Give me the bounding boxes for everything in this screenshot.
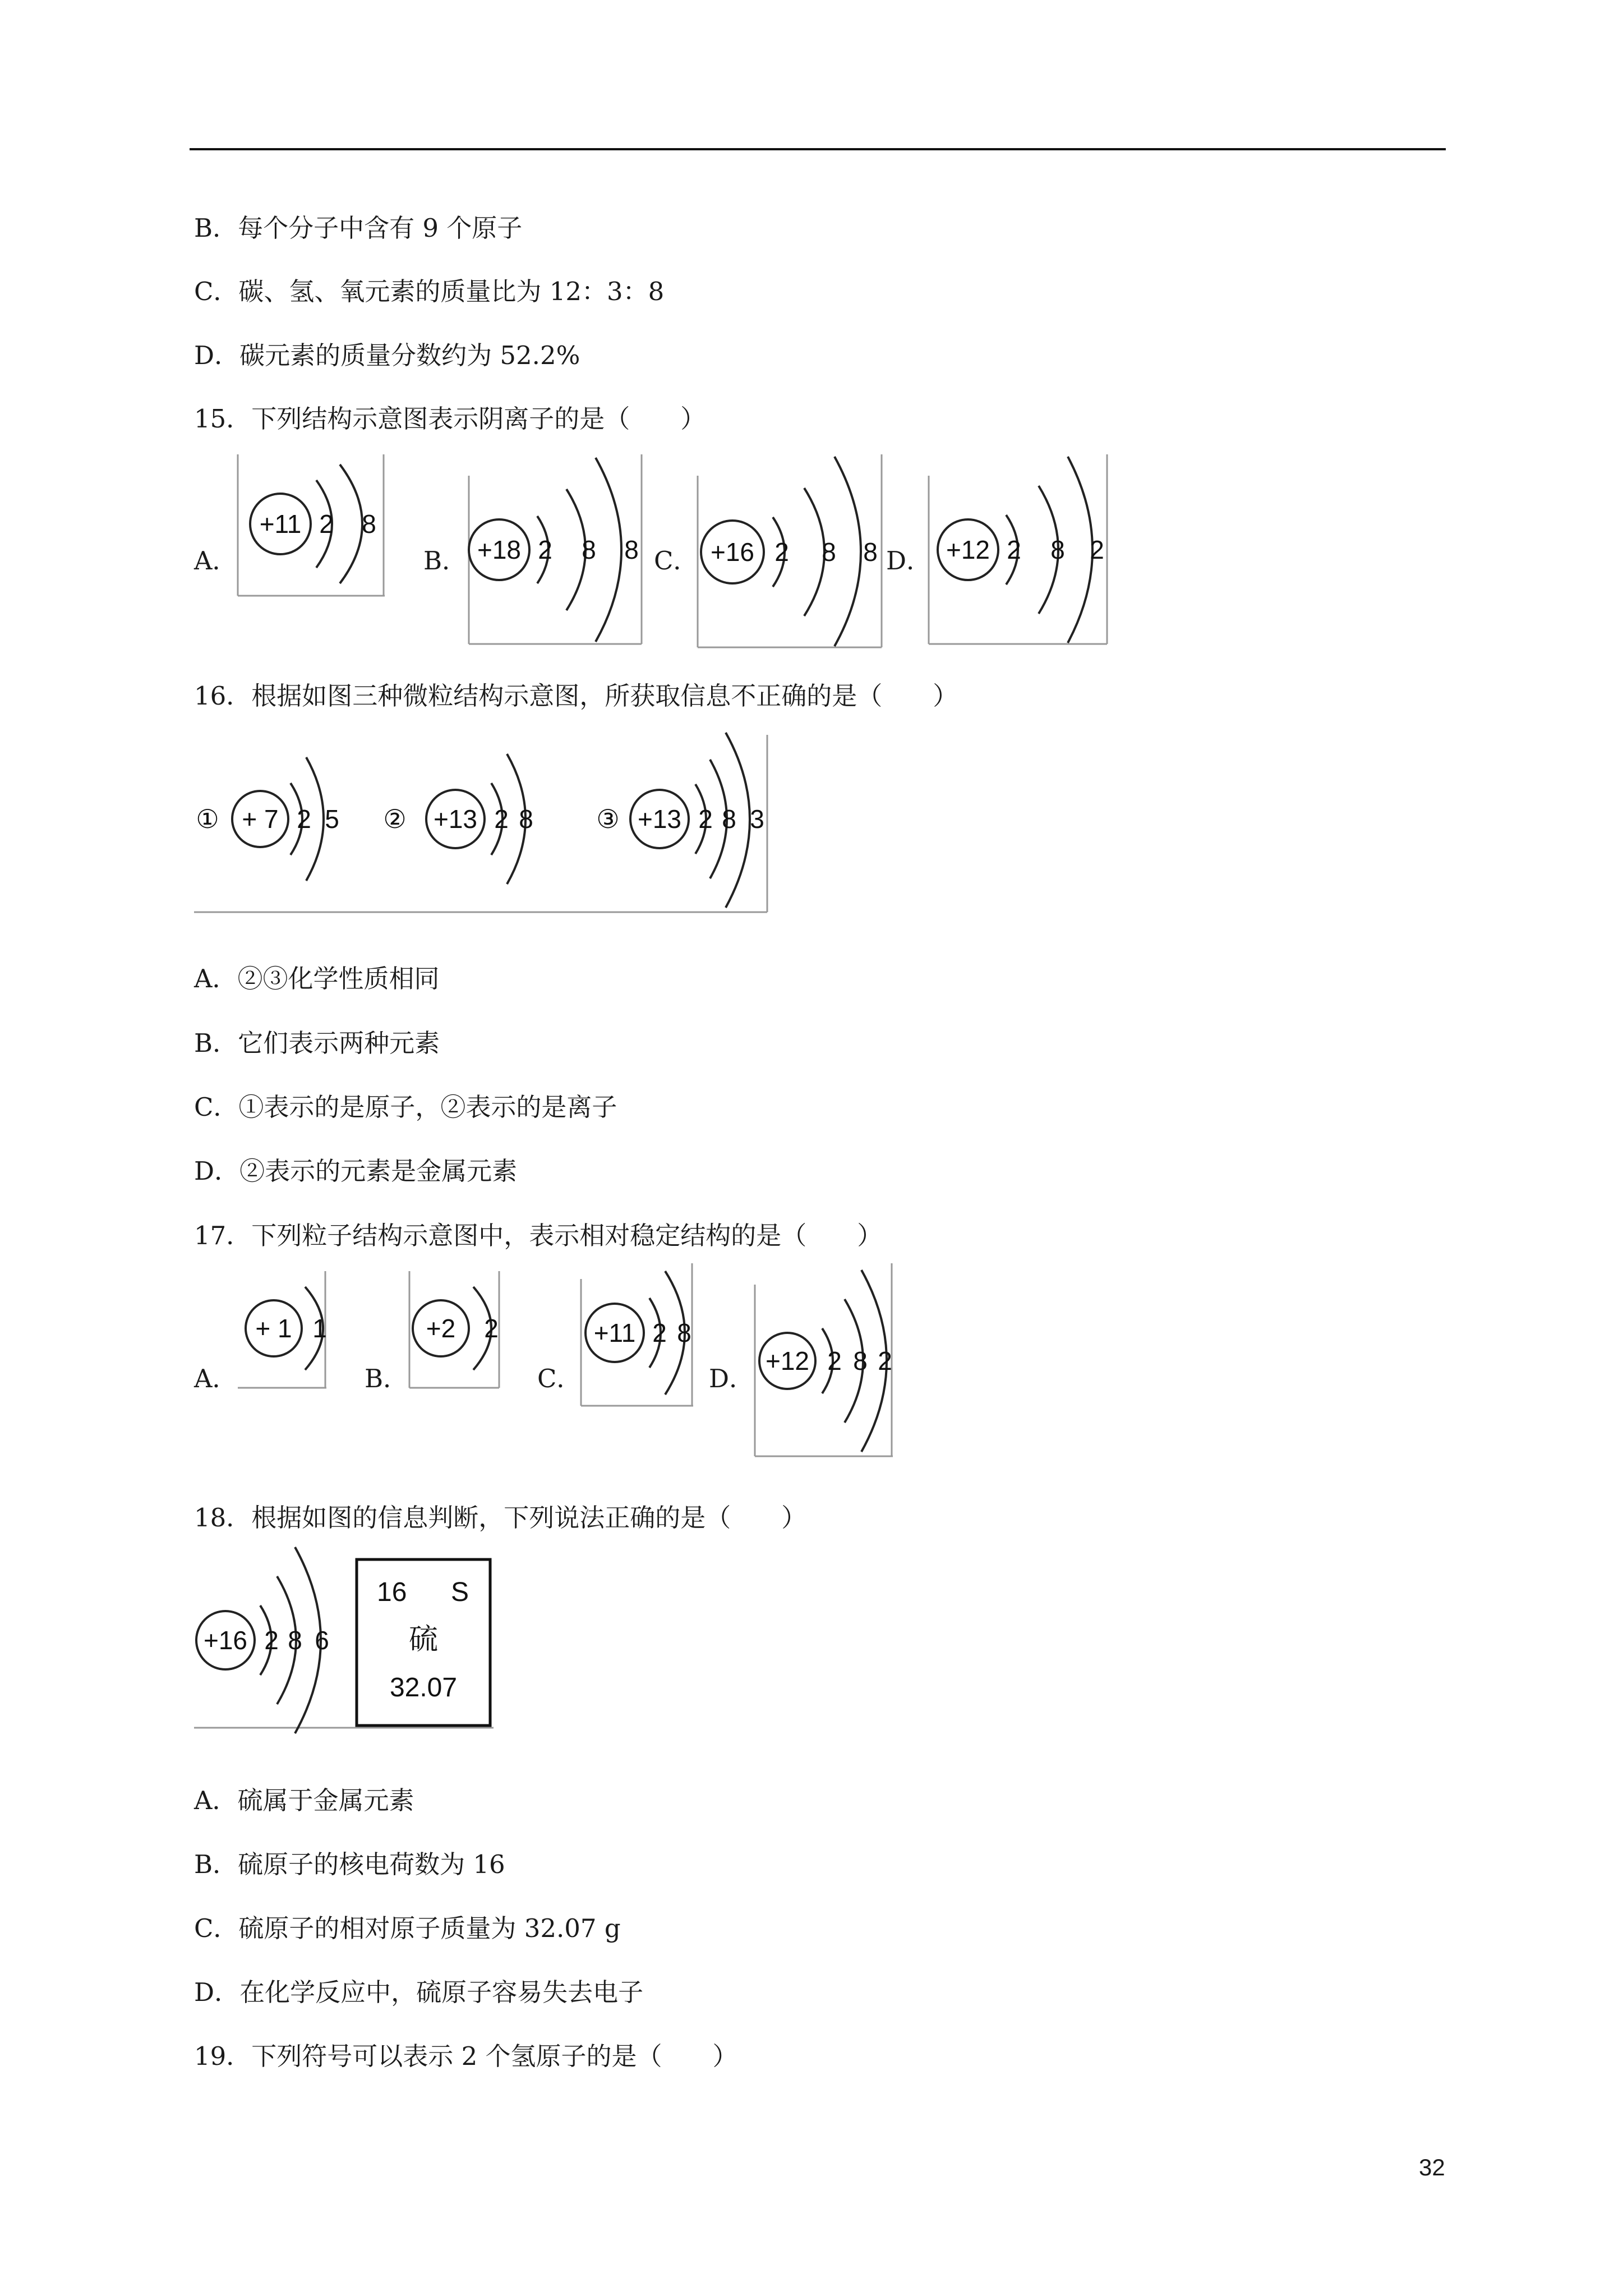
svg-text:2: 2 xyxy=(827,1346,842,1375)
q17-option-b-label: B． xyxy=(365,1364,409,1393)
page-number: 32 xyxy=(1419,2154,1445,2180)
q18-option-c: C．硫原子的相对原子质量为 32.07 g xyxy=(194,1913,621,1943)
nucleus-charge: +16 xyxy=(203,1626,248,1655)
q17-option-d-diagram xyxy=(755,1262,895,1460)
q17-stem: 17．下列粒子结构示意图中，表示相对稳定结构的是（ ） xyxy=(194,1221,883,1250)
q19-stem: 19．下列符号可以表示 2 个氢原子的是（ ） xyxy=(194,2041,738,2071)
svg-text:+18: +18 xyxy=(477,535,522,564)
svg-text:8: 8 xyxy=(624,535,639,564)
svg-text:8: 8 xyxy=(722,804,736,834)
q18-option-d: D．在化学反应中，硫原子容易失去电子 xyxy=(194,1977,644,2007)
svg-text:+ 1: + 1 xyxy=(255,1314,292,1343)
header-rule xyxy=(190,148,1446,150)
svg-text:2: 2 xyxy=(878,1346,892,1375)
q15-option-c-diagram xyxy=(698,453,883,650)
svg-text:2: 2 xyxy=(264,1626,279,1655)
svg-text:1: 1 xyxy=(312,1314,327,1343)
svg-text:2: 2 xyxy=(484,1314,499,1343)
svg-text:+12: +12 xyxy=(946,535,990,564)
q17-option-a-diagram xyxy=(238,1270,330,1391)
svg-text:2: 2 xyxy=(698,804,713,834)
q18-figure xyxy=(194,1537,497,1736)
q16-stem: 16．根据如图三种微粒结构示意图，所获取信息不正确的是（ ） xyxy=(194,681,958,711)
q16-option-d: D．②表示的元素是金属元素 xyxy=(194,1156,518,1186)
q14-option-c: C．碳、氢、氧元素的质量比为 12：3：8 xyxy=(194,277,665,306)
svg-text:3: 3 xyxy=(750,804,764,834)
q16-option-c: C．①表示的是原子，②表示的是离子 xyxy=(194,1092,617,1122)
shell-count: 2 xyxy=(319,509,334,539)
svg-text:8: 8 xyxy=(822,537,836,567)
q17-option-d-label: D． xyxy=(709,1364,755,1393)
svg-text:2: 2 xyxy=(652,1318,667,1347)
q15-option-d-diagram xyxy=(929,453,1108,645)
q15-option-a-diagram xyxy=(238,453,385,600)
q17-option-c-diagram xyxy=(581,1262,695,1409)
atomic-number: 16 xyxy=(377,1577,407,1607)
q16-option-b: B．它们表示两种元素 xyxy=(194,1028,440,1058)
svg-text:2: 2 xyxy=(1007,535,1021,564)
q18-option-b: B．硫原子的核电荷数为 16 xyxy=(194,1849,505,1879)
svg-text:+12: +12 xyxy=(765,1346,810,1375)
svg-text:2: 2 xyxy=(538,535,552,564)
q17-option-c-label: C． xyxy=(537,1364,582,1393)
svg-text:2: 2 xyxy=(297,804,311,834)
svg-text:8: 8 xyxy=(1050,535,1065,564)
svg-text:+16: +16 xyxy=(710,537,755,567)
svg-text:8: 8 xyxy=(853,1346,868,1375)
svg-text:+13: +13 xyxy=(433,804,478,834)
svg-text:8: 8 xyxy=(677,1318,691,1347)
svg-text:8: 8 xyxy=(863,537,878,567)
svg-text:2: 2 xyxy=(1090,535,1104,564)
q16-particles-figure xyxy=(194,729,772,914)
particle-label: ② xyxy=(383,804,407,834)
svg-text:2: 2 xyxy=(774,537,789,567)
q16-option-a: A．②③化学性质相同 xyxy=(194,964,440,993)
q17-option-b-diagram xyxy=(409,1270,501,1391)
svg-text:+13: +13 xyxy=(637,804,682,834)
q15-option-b-label: B． xyxy=(423,546,468,576)
element-symbol: S xyxy=(451,1577,469,1607)
element-name: 硫 xyxy=(408,1623,439,1657)
svg-text:+ 7: + 7 xyxy=(242,804,279,834)
q14-option-d: D．碳元素的质量分数约为 52.2% xyxy=(194,341,580,370)
svg-text:+11: +11 xyxy=(593,1318,636,1347)
svg-text:6: 6 xyxy=(315,1626,329,1655)
q15-option-c-label: C． xyxy=(654,546,699,576)
nucleus-charge: +11 xyxy=(259,509,302,539)
q15-option-d-label: D． xyxy=(886,546,932,576)
q14-option-b: B．每个分子中含有 9 个原子 xyxy=(194,213,523,243)
svg-text:8: 8 xyxy=(519,804,533,834)
q15-option-a-label: A． xyxy=(194,546,238,576)
q17-option-a-label: A． xyxy=(194,1364,238,1393)
svg-text:8: 8 xyxy=(582,535,596,564)
q18-stem: 18．根据如图的信息判断，下列说法正确的是（ ） xyxy=(194,1503,807,1533)
q18-option-a: A．硫属于金属元素 xyxy=(194,1786,414,1815)
shell-count: 8 xyxy=(362,509,376,539)
q15-option-b-diagram xyxy=(469,453,643,645)
particle-label: ③ xyxy=(596,804,620,834)
particle-label: ① xyxy=(196,804,219,834)
svg-text:2: 2 xyxy=(494,804,509,834)
q15-stem: 15．下列结构示意图表示阴离子的是（ ） xyxy=(194,404,706,434)
svg-text:8: 8 xyxy=(288,1626,302,1655)
svg-text:5: 5 xyxy=(325,804,339,834)
svg-text:+2: +2 xyxy=(426,1314,456,1343)
atomic-mass: 32.07 xyxy=(389,1673,458,1703)
